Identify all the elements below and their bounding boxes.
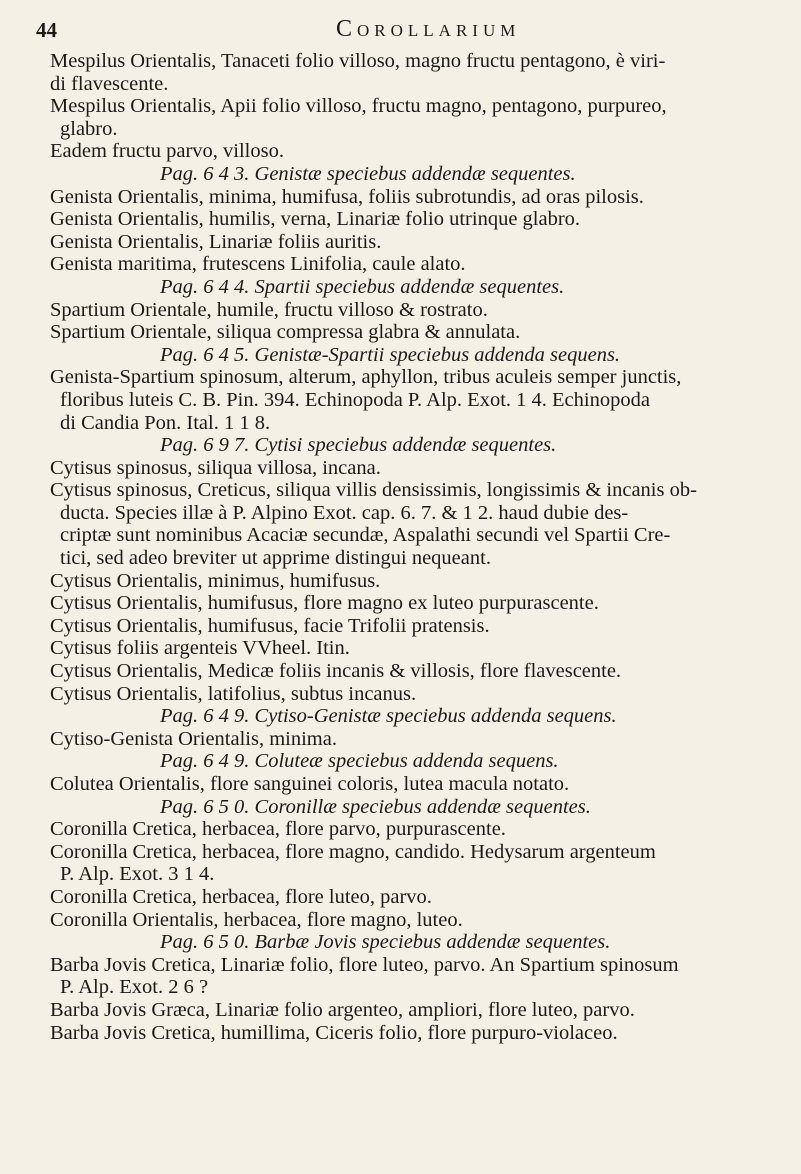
text-line: Spartium Orientale, humile, fructu villoso & rostrato.: [50, 298, 488, 321]
text-line: Genista-Spartium spinosum, alterum, aphyllon, tribus aculeis semper junctis,: [50, 366, 682, 389]
text-line: Spartium Orientale, siliqua compressa glabra & annulata.: [50, 321, 521, 344]
text-line: Barba Jovis Cretica, humillima, Ciceris folio, flore purpuro-violaceo.: [50, 1021, 618, 1044]
text-line: di Candia Pon. Ital. 1 1 8.: [60, 411, 271, 434]
text-line: Coronilla Cretica, herbacea, flore magno, candido. Hedysarum argenteum: [50, 840, 656, 863]
text-line: Barba Jovis Græca, Linariæ folio argenteo, ampliori, flore luteo, parvo.: [50, 998, 635, 1021]
text-line: Cytisus spinosus, siliqua villosa, incana.: [50, 456, 381, 479]
section-heading: Pag. 6 4 9. Coluteæ speciebus addenda sequens.: [160, 750, 559, 773]
body-text: [50, 50, 780, 1044]
text-line: Coronilla Cretica, herbacea, flore parvo, purpurascente.: [50, 818, 506, 841]
section-heading: Pag. 6 4 4. Spartii speciebus addendæ sequentes.: [160, 275, 565, 298]
text-line: Colutea Orientalis, flore sanguinei coloris, lutea macula notato.: [50, 773, 570, 795]
text-line: ducta. Species illæ à P. Alpino Exot. cap. 6. 7. & 1 2. haud dubie des-: [60, 501, 629, 524]
section-heading: Pag. 6 5 0. Coronillæ speciebus addendæ sequentes.: [160, 795, 591, 818]
text-line: Cytisus spinosus, Creticus, siliqua villis densissimis, longissimis & incanis ob-: [50, 479, 697, 502]
text-line: Mespilus Orientalis, Apii folio villoso, fructu magno, pentagono, purpureo,: [50, 95, 667, 118]
text-line: Eadem fructu parvo, villoso.: [50, 140, 284, 163]
text-line: Genista Orientalis, humilis, verna, Linariæ folio utrinque glabro.: [50, 208, 581, 231]
section-heading: Pag. 6 4 9. Cytiso-Genistæ speciebus addenda sequens.: [160, 705, 617, 728]
text-line: glabro.: [60, 117, 118, 140]
page-number: 44: [36, 18, 57, 42]
text-line: di flavescente.: [50, 72, 169, 95]
text-line: Cytisus Orientalis, minimus, humifusus.: [50, 569, 381, 592]
section-heading: Pag. 6 4 3. Genistæ speciebus addendæ sequentes.: [160, 162, 576, 185]
text-line: criptæ sunt nominibus Acaciæ secundæ, Aspalathi secundi vel Spartii Cre-: [60, 524, 671, 547]
text-line: Cytisus Orientalis, humifusus, facie Trifolii pratensis.: [50, 614, 490, 637]
text-line: Genista maritima, frutescens Linifolia, caule alato.: [50, 253, 466, 276]
text-line: Barba Jovis Cretica, Linariæ folio, flore luteo, parvo. An Spartium spinosum: [50, 953, 679, 976]
section-heading: Pag. 6 5 0. Barbæ Jovis speciebus addendæ sequentes.: [160, 931, 611, 954]
text-line: Coronilla Orientalis, herbacea, flore magno, luteo.: [50, 908, 463, 931]
text-line: P. Alp. Exot. 3 1 4.: [60, 863, 215, 886]
text-line: tici, sed adeo breviter ut apprime distingui nequeant.: [60, 547, 491, 570]
text-line: Cytiso-Genista Orientalis, minima.: [50, 727, 337, 750]
section-heading: Pag. 6 4 5. Genistæ-Spartii speciebus addenda sequens.: [160, 343, 621, 366]
text-line: Cytisus Orientalis, Medicæ foliis incanis & villosis, flore flavescente.: [50, 660, 622, 683]
page-header: [36, 12, 776, 48]
text-line: P. Alp. Exot. 2 6 ?: [60, 976, 209, 999]
running-head: Corollarium: [336, 16, 521, 42]
text-line: Cytisus foliis argenteis VVheel. Itin.: [50, 637, 350, 660]
text-line: Genista Orientalis, minima, humifusa, foliis subrotundis, ad oras pilosis.: [50, 185, 644, 208]
text-line: Cytisus Orientalis, humifusus, flore magno ex luteo purpurascente.: [50, 592, 599, 615]
section-heading: Pag. 6 9 7. Cytisi speciebus addendæ sequentes.: [160, 434, 557, 457]
text-line: Coronilla Cretica, herbacea, flore luteo, parvo.: [50, 885, 432, 908]
text-line: Mespilus Orientalis, Tanaceti folio villoso, magno fructu pentagono, è viri-: [50, 50, 666, 72]
text-line: Cytisus Orientalis, latifolius, subtus incanus.: [50, 682, 417, 705]
text-line: floribus luteis C. B. Pin. 394. Echinopoda P. Alp. Exot. 1 4. Echinopoda: [60, 388, 650, 411]
text-line: Genista Orientalis, Linariæ foliis auritis.: [50, 230, 382, 253]
